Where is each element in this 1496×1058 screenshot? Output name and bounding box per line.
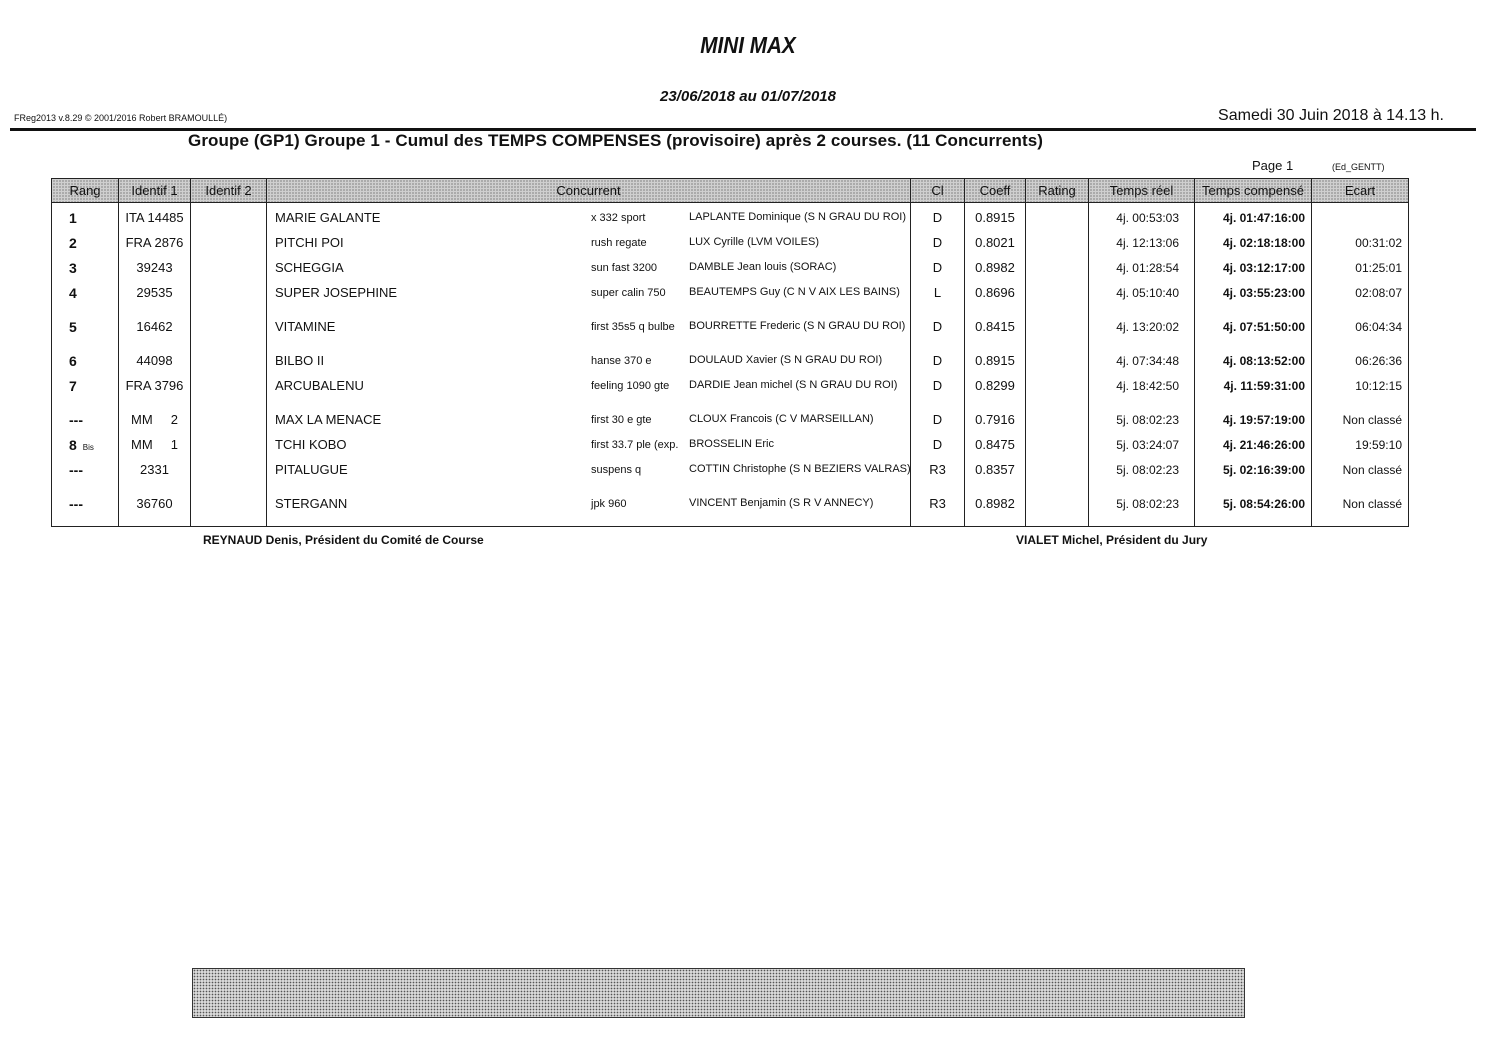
rating-cell [1026, 320, 1089, 354]
ecart-cell: 06:26:36 [1312, 354, 1409, 379]
owner-name: LAPLANTE Dominique (S N GRAU DU ROI) [689, 211, 906, 223]
table-row [52, 286, 1409, 320]
coeff-cell: 0.8357 [965, 463, 1026, 497]
temps-reel-cell: 4j. 13:20:02 [1089, 320, 1195, 354]
ecart-cell: 10:12:15 [1312, 379, 1409, 413]
ecart-cell: 01:25:01 [1312, 261, 1409, 286]
coeff-cell: 0.8696 [965, 286, 1026, 320]
temps-reel-cell: 4j. 18:42:50 [1089, 379, 1195, 413]
owner-name: VINCENT Benjamin (S R V ANNECY) [689, 497, 874, 509]
identif1-cell: 16462 [119, 320, 191, 354]
boat-name: SUPER JOSEPHINE [275, 285, 398, 300]
boat-name: MAX LA MENACE [275, 412, 382, 427]
identif2-cell [191, 286, 267, 320]
owner-name: DAMBLE Jean louis (SORAC) [689, 261, 837, 273]
boat-model: feeling 1090 gte [591, 380, 670, 392]
concurrent-cell [267, 438, 911, 463]
concurrent-cell [267, 286, 911, 320]
boat-model: jpk 960 [591, 498, 627, 510]
identif1-cell: MM 2 [119, 413, 191, 438]
coeff-cell: 0.8982 [965, 261, 1026, 286]
concurrent-cell [267, 497, 911, 527]
identif2-cell [191, 354, 267, 379]
temps-compense-cell: 4j. 21:46:26:00 [1195, 438, 1312, 463]
rank-cell [52, 379, 119, 413]
temps-reel-cell: 5j. 08:02:23 [1089, 497, 1195, 527]
rank-cell [52, 261, 119, 286]
boat-model: super calin 750 [591, 287, 666, 299]
rating-cell [1026, 379, 1089, 413]
signature-jury: VIALET Michel, Président du Jury [1016, 533, 1208, 547]
rating-cell [1026, 261, 1089, 286]
temps-reel-cell: 4j. 07:34:48 [1089, 354, 1195, 379]
rank-cell [52, 413, 119, 438]
concurrent-cell [267, 203, 911, 237]
boat-model: first 35s5 q bulbe [591, 321, 675, 333]
boat-name: TCHI KOBO [275, 437, 347, 452]
software-credit: FReg2013 v.8.29 © 2001/2016 Robert BRAMOULLÉ) [14, 113, 228, 123]
identif1-cell: 44098 [119, 354, 191, 379]
boat-model: suspens q [591, 464, 642, 476]
rating-cell [1026, 286, 1089, 320]
boat-name: MARIE GALANTE [275, 210, 381, 225]
class-cell: L [911, 286, 965, 320]
rank-cell [52, 354, 119, 379]
table-row [52, 413, 1409, 438]
rating-cell [1026, 438, 1089, 463]
rating-cell [1026, 413, 1089, 438]
rank-cell [52, 463, 119, 497]
boat-model: x 332 sport [591, 212, 646, 224]
rating-cell [1026, 497, 1089, 527]
concurrent-cell [267, 379, 911, 413]
coeff-cell: 0.8475 [965, 438, 1026, 463]
boat-name: STERGANN [275, 496, 348, 511]
table-row [52, 261, 1409, 286]
print-date: Samedi 30 Juin 2018 à 14.13 h. [1218, 107, 1444, 124]
concurrent-cell [267, 463, 911, 497]
temps-reel-cell: 4j. 12:13:06 [1089, 236, 1195, 261]
temps-compense-cell: 4j. 07:51:50:00 [1195, 320, 1312, 354]
identif2-cell [191, 379, 267, 413]
concurrent-cell [267, 320, 911, 354]
temps-compense-cell: 4j. 08:13:52:00 [1195, 354, 1312, 379]
temps-reel-cell: 4j. 05:10:40 [1089, 286, 1195, 320]
ecart-cell: Non classé [1312, 463, 1409, 497]
table-row [52, 203, 1409, 237]
identif2-cell [191, 438, 267, 463]
class-cell: D [911, 320, 965, 354]
footer-shaded-box [192, 968, 1245, 1018]
ecart-cell: 06:04:34 [1312, 320, 1409, 354]
rank-cell [52, 286, 119, 320]
boat-name: PITCHI POI [275, 235, 344, 250]
rating-cell [1026, 236, 1089, 261]
rank-value: 4 [69, 285, 77, 301]
ecart-cell: 02:08:07 [1312, 286, 1409, 320]
concurrent-cell [267, 354, 911, 379]
owner-name: BEAUTEMPS Guy (C N V AIX LES BAINS) [689, 286, 900, 298]
owner-name: CLOUX Francois (C V MARSEILLAN) [689, 413, 874, 425]
coeff-cell: 0.8021 [965, 236, 1026, 261]
temps-compense-cell: 4j. 03:12:17:00 [1195, 261, 1312, 286]
temps-compense-cell: 5j. 02:16:39:00 [1195, 463, 1312, 497]
class-cell: D [911, 354, 965, 379]
table-row [52, 354, 1409, 379]
temps-compense-cell: 4j. 11:59:31:00 [1195, 379, 1312, 413]
col-header-class: Cl [911, 179, 965, 203]
identif1-cell: 29535 [119, 286, 191, 320]
owner-name: BOURRETTE Frederic (S N GRAU DU ROI) [689, 320, 906, 332]
signature-race-committee: REYNAUD Denis, Président du Comité de Course [203, 533, 484, 547]
rank-value: --- [69, 496, 83, 512]
temps-compense-cell: 4j. 01:47:16:00 [1195, 203, 1312, 237]
temps-reel-cell: 5j. 08:02:23 [1089, 463, 1195, 497]
class-cell: D [911, 203, 965, 237]
boat-name: BILBO II [275, 353, 325, 368]
identif2-cell [191, 463, 267, 497]
class-cell: R3 [911, 497, 965, 527]
rank-value: 7 [69, 378, 77, 394]
concurrent-cell [267, 261, 911, 286]
identif2-cell [191, 236, 267, 261]
owner-name: LUX Cyrille (LVM VOILES) [689, 236, 819, 248]
results-table [51, 178, 1409, 527]
coeff-cell: 0.8915 [965, 354, 1026, 379]
rank-cell [52, 320, 119, 354]
coeff-cell: 0.8415 [965, 320, 1026, 354]
event-dates: 23/06/2018 au 01/07/2018 [660, 88, 836, 105]
col-header-temps-reel: Temps réel [1089, 179, 1195, 203]
col-header-coeff: Coeff [965, 179, 1026, 203]
temps-reel-cell: 5j. 08:02:23 [1089, 413, 1195, 438]
rank-cell [52, 203, 119, 237]
ecart-cell [1312, 203, 1409, 237]
identif1-cell: 39243 [119, 261, 191, 286]
rating-cell [1026, 203, 1089, 237]
col-header-rank: Rang [52, 179, 119, 203]
rank-bis-label: Bis [82, 443, 94, 452]
table-row [52, 463, 1409, 497]
identif2-cell [191, 320, 267, 354]
boat-name: SCHEGGIA [275, 260, 344, 275]
boat-name: VITAMINE [275, 319, 336, 334]
boat-model: hanse 370 e [591, 355, 652, 367]
col-header-identif2: Identif 2 [191, 179, 267, 203]
page-number: Page 1 [1252, 158, 1294, 173]
boat-model: sun fast 3200 [591, 262, 658, 274]
ecart-cell: Non classé [1312, 413, 1409, 438]
temps-compense-cell: 4j. 02:18:18:00 [1195, 236, 1312, 261]
col-header-concurrent: Concurrent [267, 179, 911, 203]
concurrent-cell [267, 413, 911, 438]
class-cell: D [911, 236, 965, 261]
rank-value: 8 [69, 437, 77, 453]
table-header-row [52, 179, 1409, 203]
group-title: Groupe (GP1) Groupe 1 - Cumul des TEMPS COMPENSES (provisoire) après 2 courses. (11 Concurrents) [188, 131, 1044, 150]
identif2-cell [191, 497, 267, 527]
ecart-cell: Non classé [1312, 497, 1409, 527]
coeff-cell: 0.8982 [965, 497, 1026, 527]
rank-value: --- [69, 462, 83, 478]
col-header-identif1: Identif 1 [119, 179, 191, 203]
identif1-cell: 2331 [119, 463, 191, 497]
identif2-cell [191, 261, 267, 286]
identif1-cell: FRA 2876 [119, 236, 191, 261]
boat-name: PITALUGUE [275, 462, 348, 477]
rank-cell [52, 438, 119, 463]
document-title: MINI MAX [700, 32, 796, 58]
rank-cell [52, 236, 119, 261]
table-row [52, 379, 1409, 413]
owner-name: BROSSELIN Eric [689, 438, 774, 450]
temps-compense-cell: 5j. 08:54:26:00 [1195, 497, 1312, 527]
rank-value: --- [69, 412, 83, 428]
col-header-rating: Rating [1026, 179, 1089, 203]
identif1-cell: 36760 [119, 497, 191, 527]
col-header-ecart: Ecart [1312, 179, 1409, 203]
identif1-cell: ITA 14485 [119, 203, 191, 237]
class-cell: D [911, 261, 965, 286]
temps-compense-cell: 4j. 03:55:23:00 [1195, 286, 1312, 320]
rank-value: 6 [69, 353, 77, 369]
identif1-cell: MM 1 [119, 438, 191, 463]
boat-name: ARCUBALENU [275, 378, 364, 393]
rank-value: 3 [69, 260, 77, 276]
table-row [52, 438, 1409, 463]
class-cell: D [911, 413, 965, 438]
rating-cell [1026, 354, 1089, 379]
owner-name: DARDIE Jean michel (S N GRAU DU ROI) [689, 379, 898, 391]
class-cell: D [911, 438, 965, 463]
class-cell: D [911, 379, 965, 413]
coeff-cell: 0.7916 [965, 413, 1026, 438]
table-row [52, 497, 1409, 527]
rank-value: 1 [69, 210, 77, 226]
owner-name: DOULAUD Xavier (S N GRAU DU ROI) [689, 354, 883, 366]
table-row [52, 236, 1409, 261]
rating-cell [1026, 463, 1089, 497]
col-header-temps-compense: Temps compensé [1195, 179, 1312, 203]
identif2-cell [191, 413, 267, 438]
temps-compense-cell: 4j. 19:57:19:00 [1195, 413, 1312, 438]
page-code: (Ed_GENTT) [1332, 162, 1385, 172]
temps-reel-cell: 4j. 01:28:54 [1089, 261, 1195, 286]
rank-value: 2 [69, 235, 77, 251]
identif1-cell: FRA 3796 [119, 379, 191, 413]
coeff-cell: 0.8915 [965, 203, 1026, 237]
boat-model: rush regate [591, 237, 647, 249]
coeff-cell: 0.8299 [965, 379, 1026, 413]
ecart-cell: 00:31:02 [1312, 236, 1409, 261]
owner-name: COTTIN Christophe (S N BEZIERS VALRAS) [689, 463, 911, 475]
concurrent-cell [267, 236, 911, 261]
rank-cell [52, 497, 119, 527]
boat-model: first 30 e gte [591, 414, 652, 426]
identif2-cell [191, 203, 267, 237]
table-row [52, 320, 1409, 354]
ecart-cell: 19:59:10 [1312, 438, 1409, 463]
class-cell: R3 [911, 463, 965, 497]
temps-reel-cell: 4j. 00:53:03 [1089, 203, 1195, 237]
temps-reel-cell: 5j. 03:24:07 [1089, 438, 1195, 463]
boat-model: first 33.7 ple (exp. [591, 439, 679, 451]
rank-value: 5 [69, 319, 77, 335]
